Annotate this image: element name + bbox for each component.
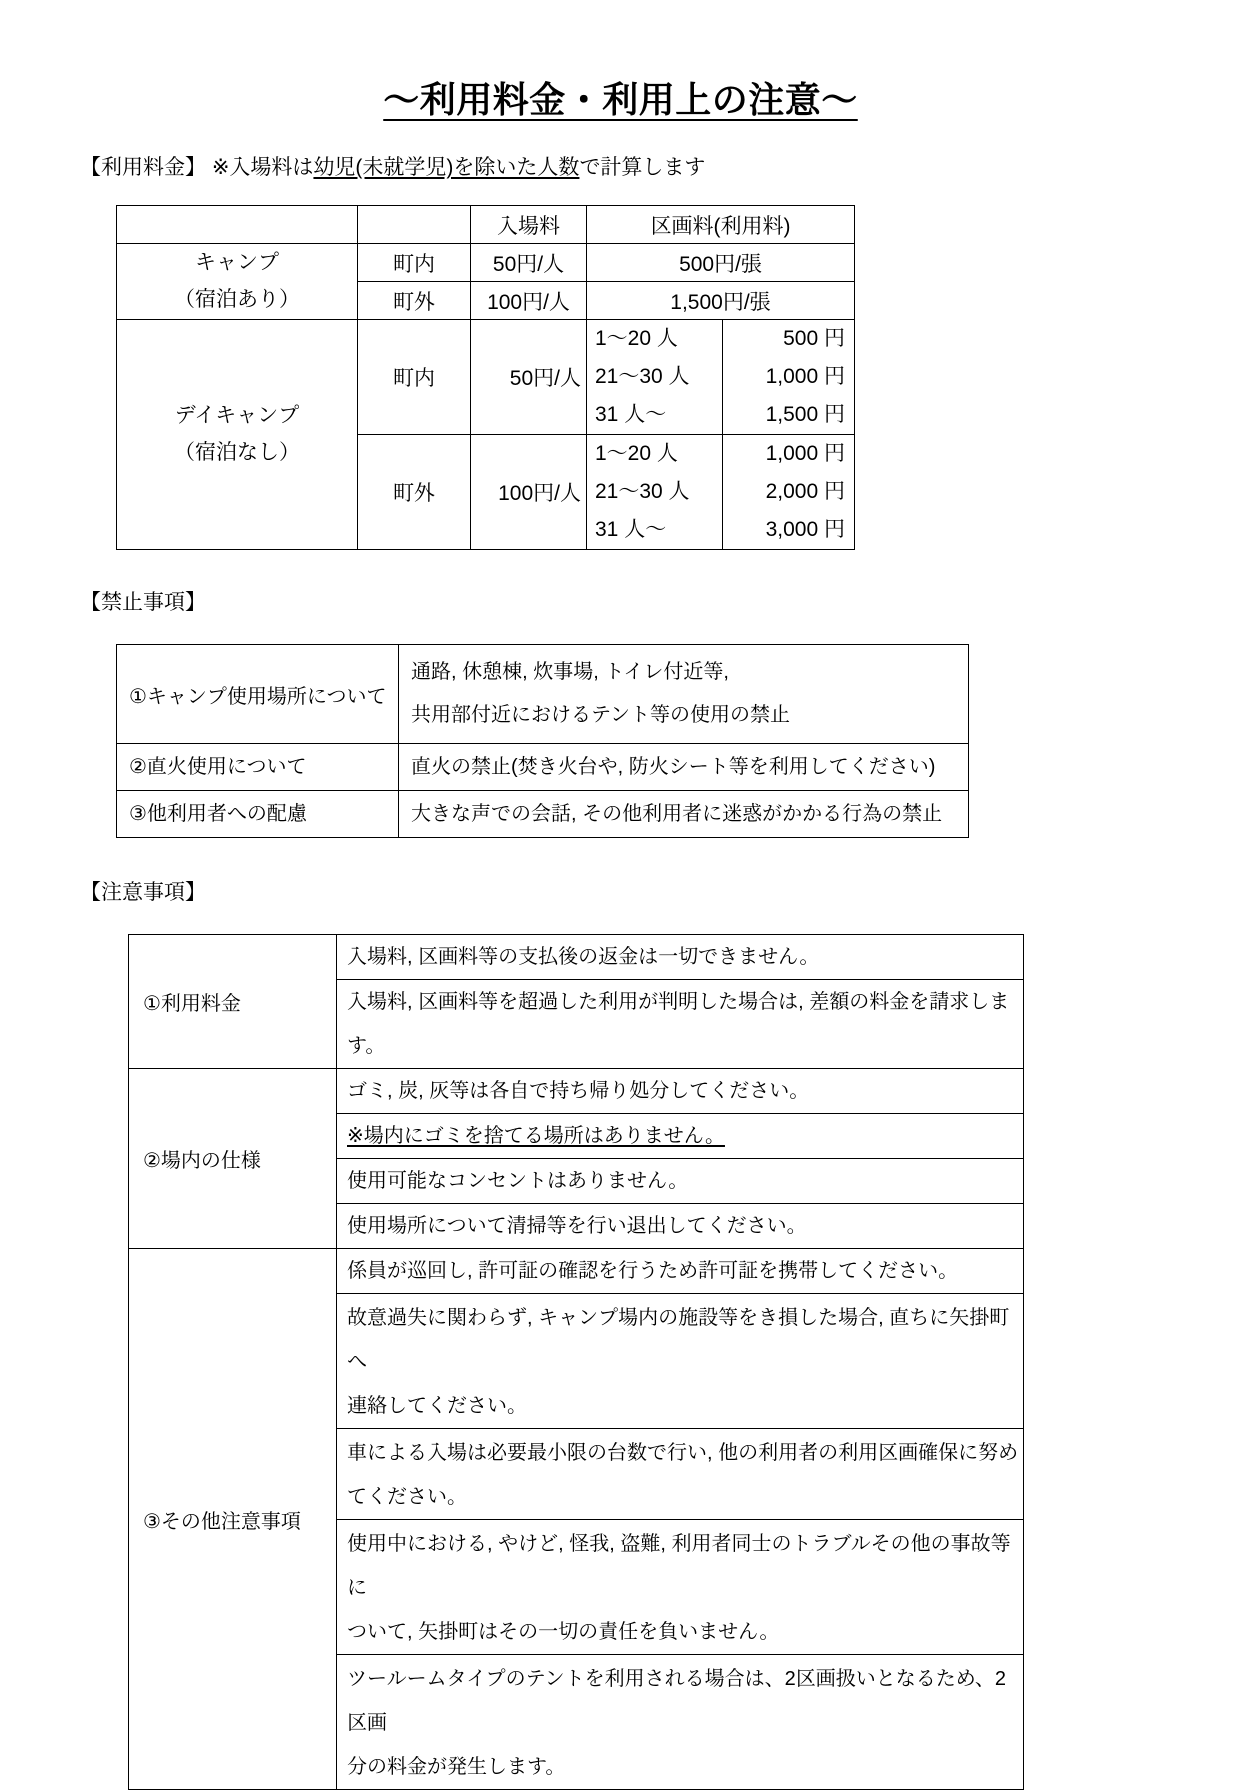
table-row (117, 744, 969, 791)
caution-item-line: 分の料金が発生します。 (347, 1756, 566, 1778)
caution-table-wrap (0, 906, 1241, 1790)
caution-item: 係員が巡回し, 許可証の確認を行うため許可証を携帯してください。 (337, 1249, 1024, 1294)
caution-item: 使用場所について清掃等を行い退出してください。 (337, 1204, 1024, 1249)
fee-header-plot-fee: 区画料(利用料) (587, 206, 855, 244)
caution-item (337, 1429, 1024, 1520)
fee-camp-plot-out: 1,500円/張 (587, 282, 855, 320)
table-row (117, 320, 855, 435)
table-row (129, 1069, 1024, 1114)
fee-heading-suffix: で計算します (579, 156, 706, 179)
fee-range: 1～20 人 (595, 327, 678, 350)
fee-camp-entry-in: 50円/人 (471, 244, 587, 282)
page-title: ～利用料金・利用上の注意～ (383, 79, 858, 120)
ban-label-2: ②直火使用について (117, 744, 399, 791)
caution-item: 使用可能なコンセントはありません。 (337, 1159, 1024, 1204)
fee-price: 2,000 円 (765, 480, 845, 503)
fee-daycamp-ranges-in (587, 320, 723, 435)
table-row (117, 206, 855, 244)
caution-item (337, 1114, 1024, 1159)
caution-item: ゴミ, 炭, 灰等は各自で持ち帰り処分してください。 (337, 1069, 1024, 1114)
caution-label-3: ③その他注意事項 (129, 1249, 337, 1790)
caution-item-underlined: ※場内にゴミを捨てる場所はありません。 (347, 1125, 725, 1147)
fee-daycamp-zone-in: 町内 (358, 320, 471, 435)
fee-daycamp-entry-out: 100円/人 (471, 435, 587, 550)
ban-section-heading: 【禁止事項】 (80, 591, 206, 614)
fee-section-heading (0, 123, 1241, 181)
fee-camp-plot-in: 500円/張 (587, 244, 855, 282)
fee-daycamp-prices-in (723, 320, 855, 435)
ban-body-3: 大きな声での会話, その他利用者に迷惑がかかる行為の禁止 (399, 791, 969, 838)
fee-camp-entry-out: 100円/人 (471, 282, 587, 320)
fee-daycamp-prices-out (723, 435, 855, 550)
table-row (129, 935, 1024, 980)
caution-item-line: ツールームタイプのテントを利用される場合は、2区画扱いとなるため、2区画 (347, 1668, 1007, 1734)
fee-price: 500 円 (783, 327, 845, 350)
caution-item-line: てください。 (347, 1486, 467, 1508)
caution-label-1: ①利用料金 (129, 935, 337, 1069)
fee-daycamp-entry-in: 50円/人 (471, 320, 587, 435)
caution-item-line: ついて, 矢掛町はその一切の責任を負いません。 (347, 1621, 780, 1643)
caution-item: 入場料, 区画料等の支払後の返金は一切できません。 (337, 935, 1024, 980)
fee-camp-zone-out: 町外 (358, 282, 471, 320)
caution-label-2: ②場内の仕様 (129, 1069, 337, 1249)
fee-table (116, 205, 855, 550)
caution-item-line: 使用中における, やけど, 怪我, 盗難, 利用者同士のトラブルその他の事故等に (347, 1533, 1011, 1599)
fee-heading-underlined: 幼児(未就学児)を除いた人数 (313, 156, 580, 179)
fee-camp-name-line2: （宿泊あり） (174, 287, 300, 311)
fee-price: 1,000 円 (765, 442, 845, 465)
caution-table (128, 934, 1024, 1790)
caution-item (337, 1655, 1024, 1790)
fee-price: 1,500 円 (765, 403, 845, 426)
table-row (117, 791, 969, 838)
fee-camp-name (117, 244, 358, 320)
fee-camp-name-line1: キャンプ (195, 250, 279, 274)
ban-body-1 (399, 645, 969, 744)
ban-table-wrap (0, 616, 1241, 838)
fee-daycamp-name-line2: （宿泊なし） (174, 440, 300, 464)
fee-header-blank-2 (358, 206, 471, 244)
fee-range: 31 人～ (595, 403, 667, 426)
fee-range: 21～30 人 (595, 365, 690, 388)
fee-heading-prefix: 【利用料金】 ※入場料は (80, 156, 314, 179)
caution-item-line: 故意過失に関わらず, キャンプ場内の施設等をき損した場合, 直ちに矢掛町へ (347, 1307, 1010, 1373)
fee-daycamp-ranges-out (587, 435, 723, 550)
fee-range: 1～20 人 (595, 442, 678, 465)
ban-body-line: 通路, 休憩棟, 炊事場, トイレ付近等, (411, 661, 729, 683)
table-row (117, 645, 969, 744)
fee-header-blank-1 (117, 206, 358, 244)
fee-daycamp-name-line1: デイキャンプ (174, 403, 300, 427)
ban-label-3: ③他利用者への配慮 (117, 791, 399, 838)
table-row (117, 244, 855, 282)
caution-item-line: 車による入場は必要最小限の台数で行い, 他の利用者の利用区画確保に努め (347, 1442, 1019, 1464)
fee-daycamp-name (117, 320, 358, 550)
table-row (129, 1249, 1024, 1294)
caution-section-heading: 【注意事項】 (80, 881, 206, 904)
fee-price: 3,000 円 (765, 518, 845, 541)
fee-range: 21～30 人 (595, 480, 690, 503)
fee-table-wrap (0, 181, 1241, 550)
ban-body-2: 直火の禁止(焚き火台や, 防火シート等を利用してください) (399, 744, 969, 791)
caution-item: 入場料, 区画料等を超過した利用が判明した場合は, 差額の料金を請求します。 (337, 980, 1024, 1069)
ban-label-1: ①キャンプ使用場所について (117, 645, 399, 744)
caution-item-line: 連絡してください。 (347, 1395, 527, 1417)
fee-range: 31 人～ (595, 518, 667, 541)
ban-body-line: 共用部付近におけるテント等の使用の禁止 (411, 704, 790, 726)
fee-camp-zone-in: 町内 (358, 244, 471, 282)
fee-header-entry-fee: 入場料 (471, 206, 587, 244)
fee-daycamp-zone-out: 町外 (358, 435, 471, 550)
ban-table (116, 644, 969, 838)
fee-price: 1,000 円 (765, 365, 845, 388)
caution-item (337, 1294, 1024, 1429)
caution-item (337, 1520, 1024, 1655)
